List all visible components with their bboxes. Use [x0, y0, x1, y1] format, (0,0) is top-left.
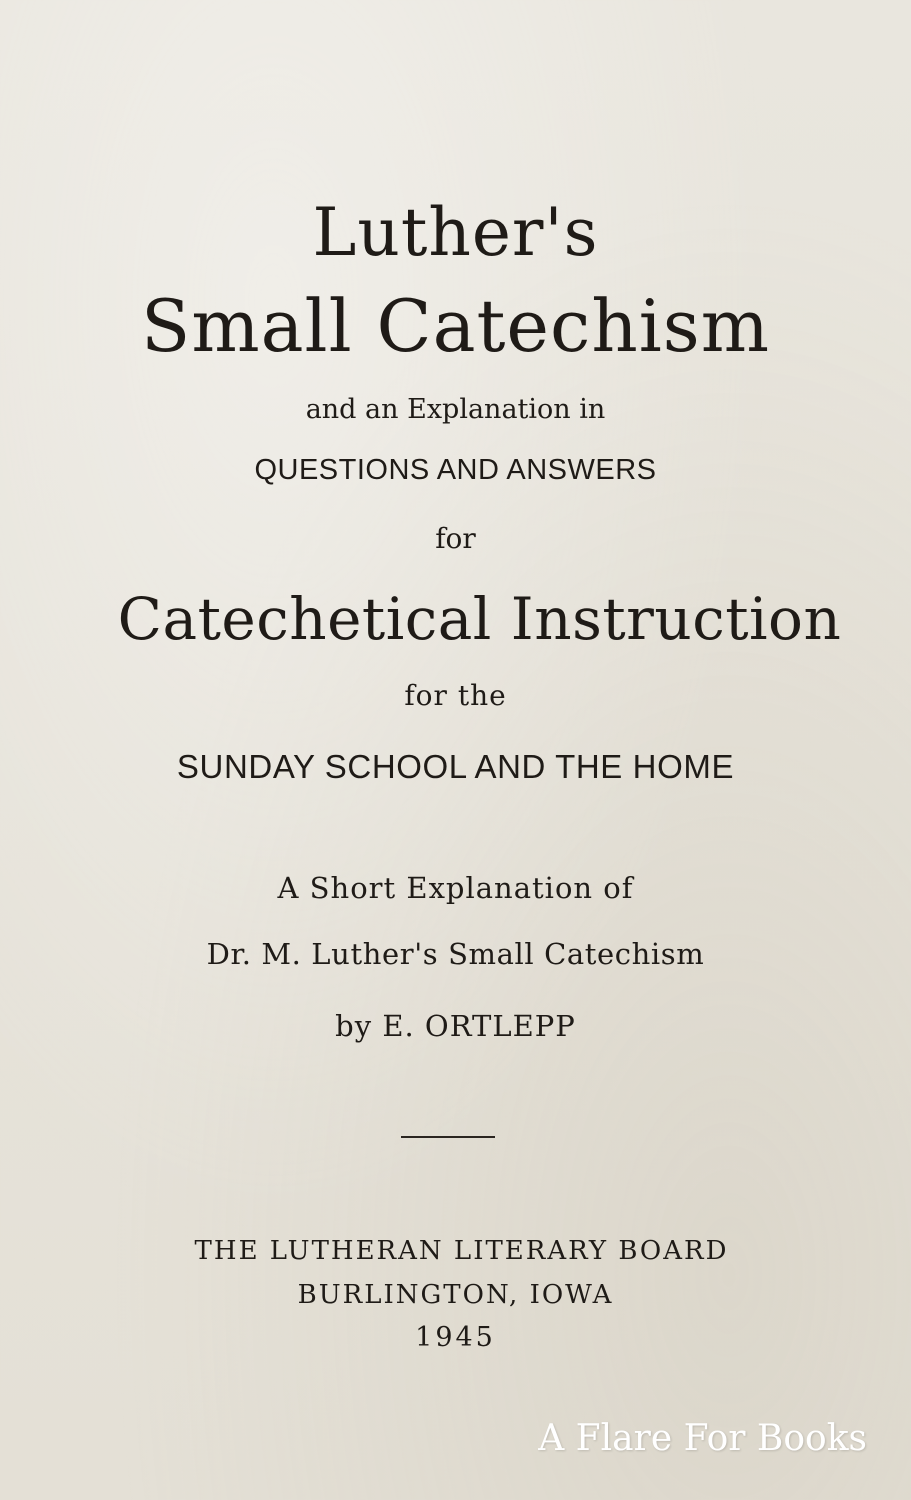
explanation-line-2: Dr. M. Luther's Small Catechism — [206, 937, 705, 971]
publisher-place: BURLINGTON, IOWA — [297, 1280, 614, 1310]
publisher-name: THE LUTHERAN LITERARY BOARD — [194, 1236, 729, 1266]
author-line: by E. ORTLEPP — [335, 1009, 576, 1043]
explanation-line-1: A Short Explanation of — [277, 871, 634, 905]
book-title-line-1: Luther's — [312, 194, 599, 271]
audience-line-1: for the — [404, 679, 507, 712]
watermark-text: A Flare For Books — [538, 1418, 867, 1459]
book-title-line-2: Small Catechism — [141, 284, 770, 368]
publication-year: 1945 — [415, 1322, 496, 1353]
subtitle-line-2: QUESTIONS AND ANSWERS — [254, 454, 657, 486]
subtitle-line-1: and an Explanation in — [305, 394, 606, 425]
audience-line-2: SUNDAY SCHOOL AND THE HOME — [176, 748, 735, 785]
subtitle-line-3: for — [435, 522, 476, 555]
secondary-title: Catechetical Instruction — [117, 585, 842, 653]
divider-rule — [401, 1136, 495, 1138]
